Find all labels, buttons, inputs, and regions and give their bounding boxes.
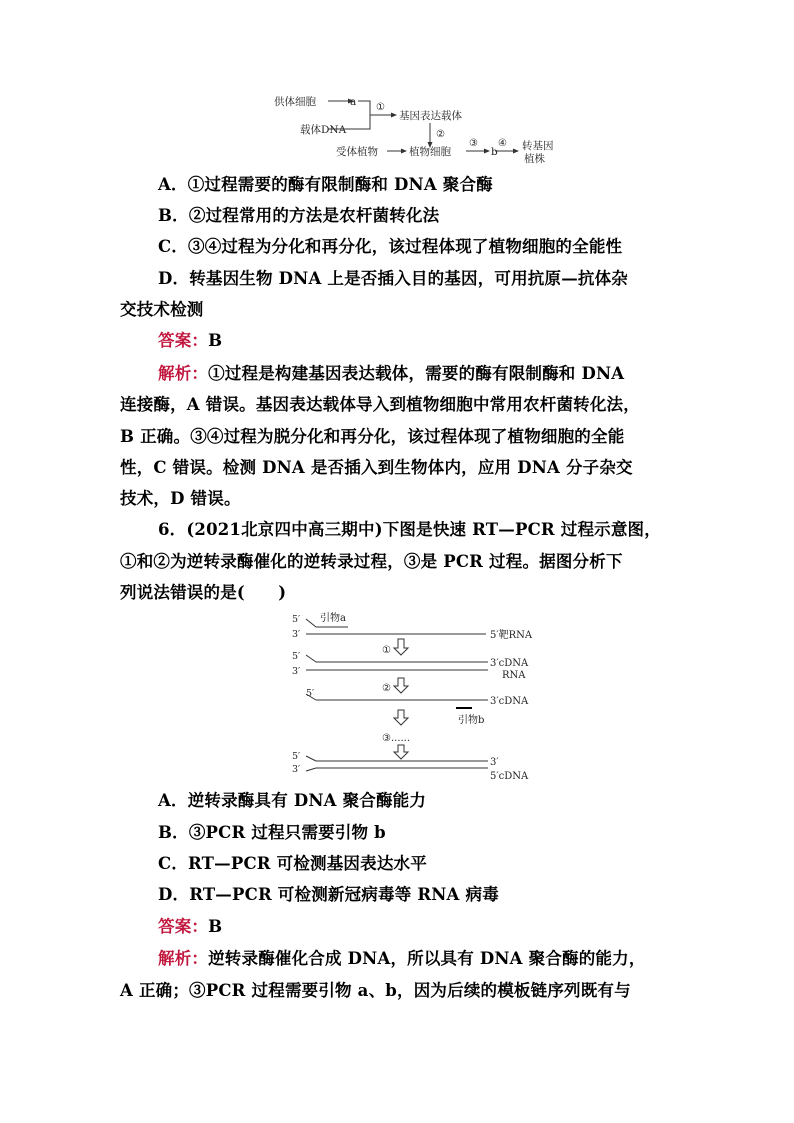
q5-option-d-line2: 交技术检测 (120, 300, 204, 319)
q6-stem-line1: 6．(2021北京四中高三期中)下图是快速 RT—PCR 过程示意图， (158, 520, 661, 539)
primer-b-label: 引物b (458, 715, 485, 726)
q6-analysis-line1 (158, 948, 714, 970)
step-2-label: ② (382, 683, 391, 694)
step-3-label: ③ (469, 138, 478, 149)
q5-option-a: A．①过程需要的酶有限制酶和 DNA 聚合酶 (158, 175, 493, 194)
q6-option-a: A．逆转录酶具有 DNA 聚合酶能力 (158, 791, 427, 810)
row3-5prime: 5′ (306, 688, 315, 699)
rt-pcr-diagram (286, 610, 546, 785)
recipient-plant-label: 受体植物 (336, 146, 378, 158)
step-4-label: ④ (498, 138, 507, 149)
analysis-text: 逆转录酶催化合成 DNA，所以具有 DNA 聚合酶的能力， (208, 949, 646, 968)
q5-answer (158, 330, 714, 352)
row2-5prime: 5′ (292, 651, 301, 662)
product-a-label: a (350, 96, 357, 108)
step-1-label: ① (376, 102, 385, 113)
step-1-label: ① (382, 645, 391, 656)
q6-option-b: B．③PCR 过程只需要引物 b (158, 823, 386, 842)
plant-cell-label: 植物细胞 (409, 146, 451, 158)
q5-analysis-line4: 性，C 错误。检测 DNA 是否插入到生物体内，应用 DNA 分子杂交 (120, 458, 633, 477)
q6-answer (158, 916, 714, 938)
target-rna-label: 5′靶RNA (490, 630, 533, 641)
q5-analysis-line3: B 正确。③④过程为脱分化和再分化，该过程体现了植物细胞的全能 (120, 427, 625, 446)
analysis-label: 解析： (158, 949, 209, 968)
q5-analysis-line5: 技术，D 错误。 (120, 489, 241, 508)
cdna-label-1: 3′cDNA (490, 658, 529, 669)
q6-stem-line2: ①和②为逆转录酶催化的逆转录过程，③是 PCR 过程。据图分析下 (120, 552, 623, 571)
row4-3prime: 3′ (292, 764, 301, 775)
row1-5prime: 5′ (292, 614, 301, 625)
answer-value: B (208, 917, 223, 936)
step-2-label: ② (436, 129, 445, 140)
transgenic-flow-diagram (270, 90, 570, 170)
row1-3prime: 3′ (292, 629, 301, 640)
rna-label: RNA (502, 670, 526, 681)
q5-option-d-line1: D．转基因生物 DNA 上是否插入目的基因，可用抗原—抗体杂 (158, 269, 628, 288)
row2-3prime: 3′ (292, 666, 301, 677)
analysis-text: ①过程是构建基因表达载体，需要的酶有限制酶和 DNA (208, 364, 625, 383)
q5-analysis-line1 (158, 363, 714, 385)
expression-vector-label: 基因表达载体 (399, 110, 462, 122)
row4-end-cdna: 5′cDNA (490, 771, 529, 782)
row4-5prime: 5′ (292, 751, 301, 762)
vector-dna-label: 载体DNA (300, 124, 347, 136)
step-3-label: ③...... (382, 733, 411, 744)
donor-cell-label: 供体细胞 (274, 96, 316, 108)
q5-option-c: C．③④过程为分化和再分化，该过程体现了植物细胞的全能性 (158, 237, 623, 256)
product-b-label: b (491, 146, 498, 158)
transgenic-label-line1: 转基因 (522, 140, 554, 152)
q6-analysis-line2: A 正确；③PCR 过程需要引物 a、b，因为后续的模板链序列既有与 (120, 981, 631, 1000)
q5-option-b: B．②过程常用的方法是农杆菌转化法 (158, 206, 440, 225)
q6-option-d: D．RT—PCR 可检测新冠病毒等 RNA 病毒 (158, 885, 499, 904)
answer-label: 答案： (158, 331, 209, 350)
row4-end-3prime: 3′ (490, 757, 499, 768)
answer-value: B (208, 331, 223, 350)
analysis-label: 解析： (158, 364, 209, 383)
q5-analysis-line2: 连接酶，A 错误。基因表达载体导入到植物细胞中常用农杆菌转化法， (120, 395, 640, 414)
cdna-label-2: 3′cDNA (490, 696, 529, 707)
q6-stem-line3: 列说法错误的是( ) (120, 583, 287, 602)
answer-label: 答案： (158, 917, 209, 936)
q6-option-c: C．RT—PCR 可检测基因表达水平 (158, 854, 427, 873)
primer-a-label: 引物a (320, 613, 346, 624)
transgenic-label-line2: 植株 (524, 153, 545, 165)
